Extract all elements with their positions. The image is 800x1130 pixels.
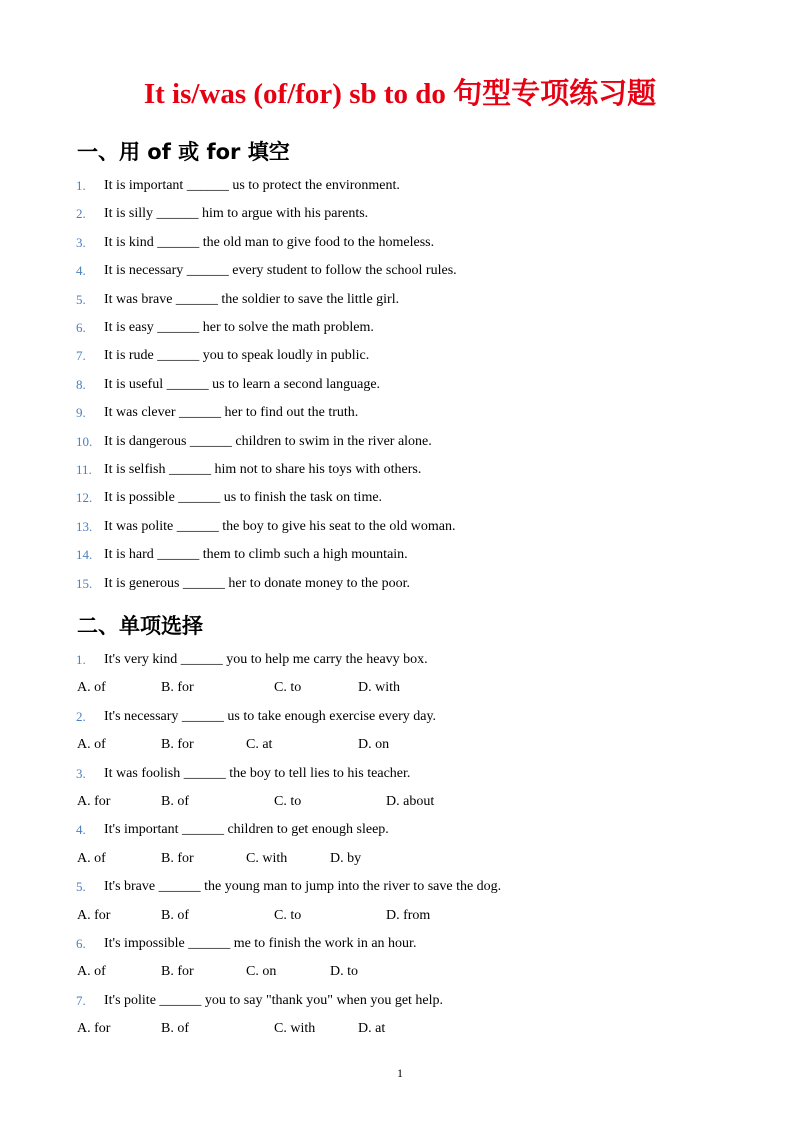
question — [0, 648, 800, 672]
item-text: It is useful ______ us to learn a second language. — [104, 376, 381, 392]
option-b: B. for — [161, 964, 194, 980]
item-number: 1. — [76, 652, 86, 667]
option-a: A. of — [77, 850, 106, 866]
item-text: It is important ______ us to protect the environment. — [104, 178, 400, 193]
item-text: It is silly ______ him to argue with his parents. — [104, 206, 369, 222]
item-number: 7. — [76, 992, 86, 1008]
item-number: 5. — [76, 879, 86, 895]
item-number: 3. — [76, 234, 86, 250]
list-item — [0, 401, 800, 425]
question — [0, 818, 800, 842]
item-number: 2. — [76, 206, 86, 222]
item-number: 4. — [76, 822, 86, 838]
option-d: D. from — [386, 907, 431, 923]
options-row — [0, 676, 800, 700]
item-text: It was polite ______ the boy to give his seat to the old woman. — [104, 518, 456, 534]
option-c: C. with — [274, 1021, 316, 1037]
item-number: 6. — [76, 936, 86, 951]
item-text: It was brave ______ the soldier to save the little girl. — [104, 291, 400, 307]
question — [0, 989, 800, 1013]
item-number: 4. — [76, 263, 86, 279]
option-c: C. with — [246, 850, 288, 866]
item-number: 5. — [76, 291, 86, 307]
list-item — [0, 174, 800, 198]
question-text: It's impossible ______ me to finish the work in an hour. — [104, 936, 417, 951]
question — [0, 932, 800, 956]
item-text: It is generous ______ her to donate money to the poor. — [104, 575, 410, 591]
item-text: It is dangerous ______ children to swim in the river alone. — [104, 433, 432, 449]
question-text: It's brave ______ the young man to jump into the river to save the dog. — [104, 879, 502, 895]
item-number: 12. — [76, 490, 93, 506]
option-b: B. for — [161, 737, 194, 753]
list-item — [0, 373, 800, 397]
item-text: It is easy ______ her to solve the math problem. — [104, 320, 374, 335]
item-number: 10. — [76, 433, 93, 449]
question-text: It's necessary ______ us to take enough exercise every day. — [104, 708, 437, 724]
options-row — [0, 733, 800, 757]
item-number: 2. — [76, 708, 86, 724]
option-a: A. of — [77, 737, 106, 753]
item-text: It is kind ______ the old man to give food to the homeless. — [104, 234, 435, 250]
option-a: A. for — [77, 794, 111, 809]
item-number: 11. — [76, 462, 92, 477]
option-d: D. with — [358, 680, 400, 696]
list-item — [0, 515, 800, 539]
option-b: B. of — [161, 794, 189, 809]
options-row — [0, 1017, 800, 1041]
list-item — [0, 231, 800, 255]
list-item — [0, 288, 800, 312]
question-text: It was foolish ______ the boy to tell lies to his teacher. — [104, 765, 411, 781]
option-a: A. for — [77, 907, 111, 923]
question — [0, 705, 800, 729]
item-text: It is possible ______ us to finish the task on time. — [104, 490, 383, 506]
option-b: B. of — [161, 1021, 189, 1037]
item-number: 9. — [76, 405, 86, 421]
option-b: B. for — [161, 680, 194, 696]
list-item — [0, 486, 800, 510]
item-number: 15. — [76, 575, 93, 591]
option-b: B. of — [161, 907, 189, 923]
section-2-heading: 二、单项选择 — [77, 614, 203, 638]
item-text: It is hard ______ them to climb such a high mountain. — [104, 547, 408, 563]
options-row — [0, 904, 800, 928]
item-text: It is necessary ______ every student to follow the school rules. — [104, 263, 457, 279]
list-item — [0, 344, 800, 368]
item-number: 3. — [76, 765, 86, 781]
option-c: C. at — [246, 737, 273, 753]
option-a: A. for — [77, 1021, 111, 1037]
options-row — [0, 790, 800, 814]
item-text: It is selfish ______ him not to share his toys with others. — [104, 462, 422, 477]
list-item — [0, 543, 800, 567]
item-number: 7. — [76, 348, 86, 364]
question — [0, 762, 800, 786]
page-number: 1 — [397, 1066, 403, 1080]
option-c: C. to — [274, 794, 302, 809]
list-item — [0, 458, 800, 482]
option-c: C. on — [246, 964, 277, 980]
document-title: It is/was (of/for) sb to do 句型专项练习题 — [143, 78, 657, 110]
section-1-heading: 一、用 of 或 for 填空 — [77, 140, 290, 164]
question — [0, 875, 800, 899]
option-a: A. of — [77, 964, 106, 980]
option-d: D. to — [330, 964, 358, 980]
options-row — [0, 960, 800, 984]
item-text: It was clever ______ her to find out the truth. — [104, 405, 359, 421]
item-text: It is rude ______ you to speak loudly in public. — [104, 348, 370, 364]
option-c: C. to — [274, 907, 302, 923]
option-a: A. of — [77, 680, 106, 696]
option-d: D. at — [358, 1021, 386, 1037]
option-b: B. for — [161, 850, 194, 866]
option-d: D. on — [358, 737, 390, 753]
list-item — [0, 202, 800, 226]
item-number: 1. — [76, 178, 86, 193]
item-number: 8. — [76, 376, 86, 392]
item-number: 13. — [76, 518, 93, 534]
list-item — [0, 572, 800, 596]
question-text: It's polite ______ you to say "thank you" when you get help. — [104, 992, 444, 1008]
options-row — [0, 847, 800, 871]
question-text: It's very kind ______ you to help me carry the heavy box. — [104, 652, 428, 667]
option-d: D. by — [330, 850, 362, 866]
list-item — [0, 259, 800, 283]
list-item — [0, 316, 800, 340]
item-number: 14. — [76, 547, 93, 563]
list-item — [0, 430, 800, 454]
option-d: D. about — [386, 794, 435, 809]
item-number: 6. — [76, 320, 86, 335]
option-c: C. to — [274, 680, 302, 696]
question-text: It's important ______ children to get enough sleep. — [104, 822, 389, 838]
